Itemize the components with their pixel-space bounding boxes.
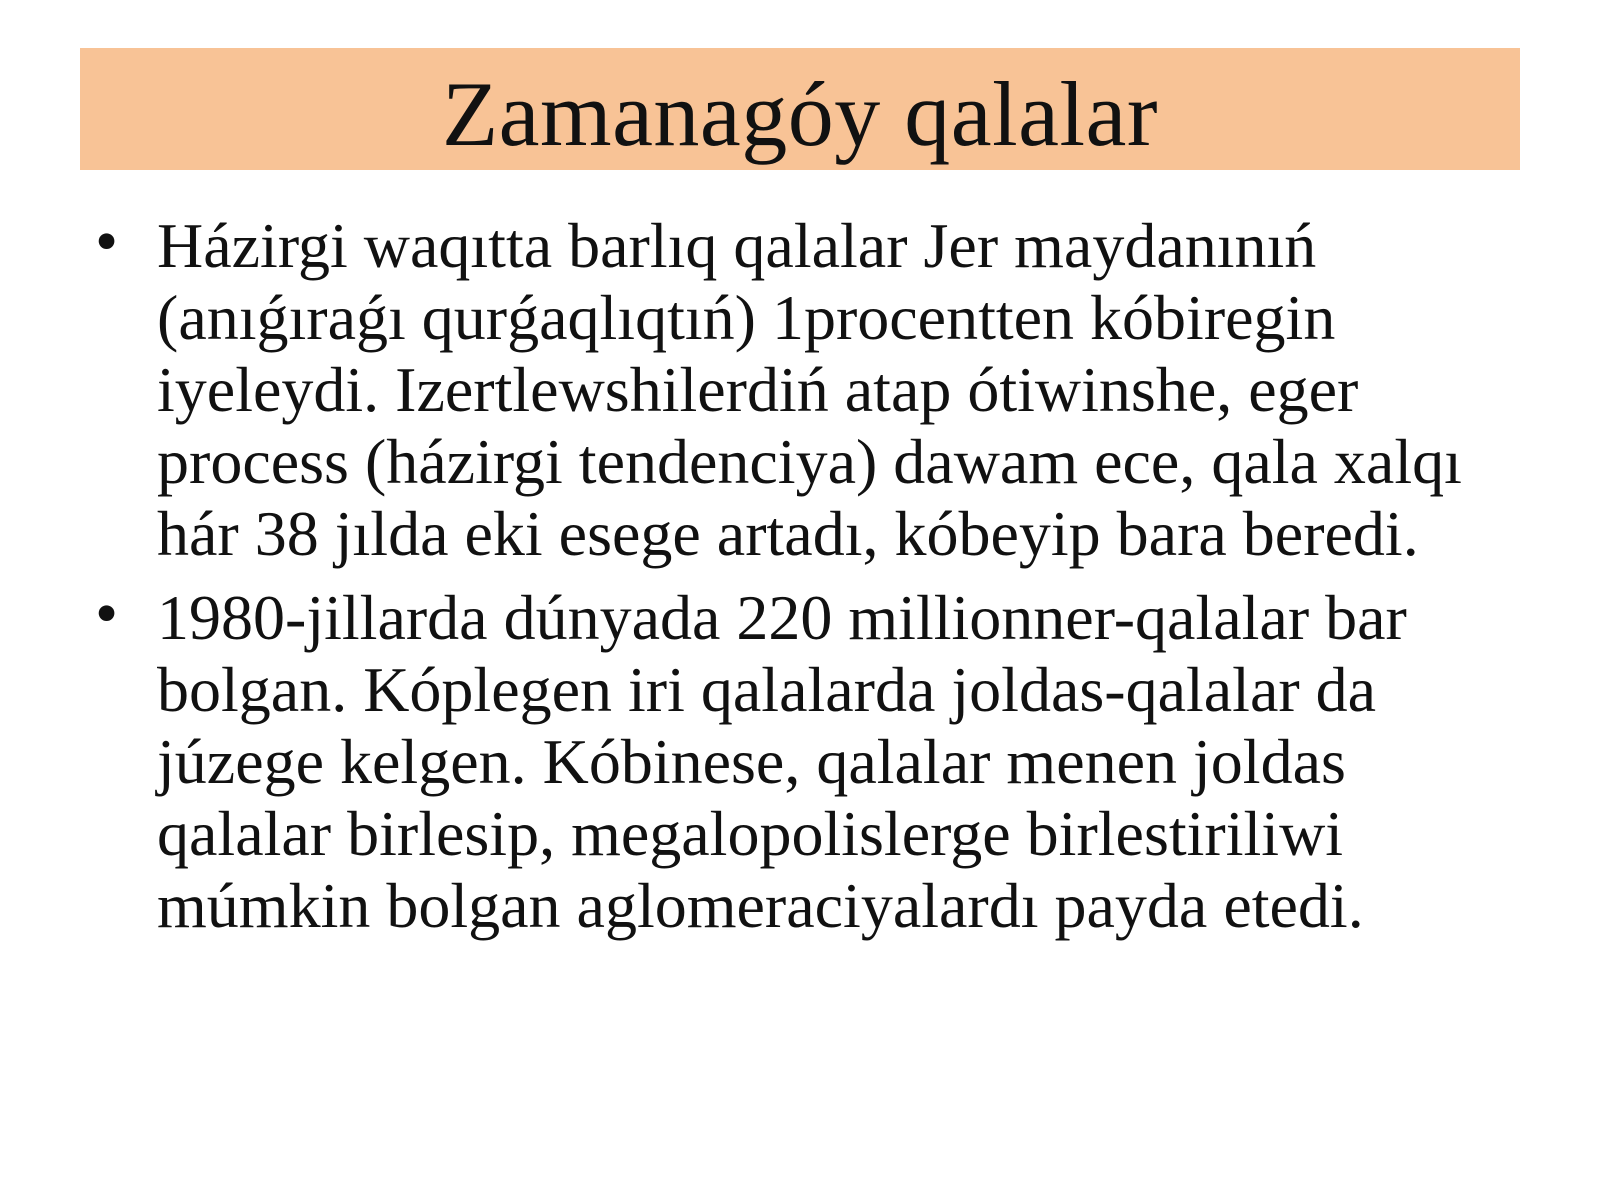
bullet-text: 1980-jillarda dúnyada 220 millionner-qalalar bar bolgan. Kóplegen iri qalalarda joldas-qalalar da júzege kelgen. Kóbinese, qalalar menen joldas qalalar birlesip, megalopolislerge birlestiriliwi múmkin bolgan aglomeraciyalardı payda etedi. (157, 582, 1407, 941)
slide-title: Zamanagóy qalalar (441, 63, 1159, 165)
bullet-text: Házirgi waqıtta barlıq qalalar Jer maydanınıń (anıǵıraǵı qurǵaqlıqtıń) 1procentten kóbiregin iyeleydi. Izertlewshilerdiń atap ótiwinshe, eger process (házirgi tendenciya) dawam ece, qala xalqı hár 38 jılda eki esege artadı, kóbeyip bara beredi. (157, 210, 1462, 569)
bullet-marker: • (95, 577, 119, 650)
bullet-item-1 (95, 205, 1495, 570)
slide-content (95, 205, 1495, 954)
bullet-marker: • (95, 205, 119, 278)
bullet-item-2 (95, 577, 1495, 942)
title-band (80, 48, 1520, 170)
bullet-list (95, 205, 1495, 942)
